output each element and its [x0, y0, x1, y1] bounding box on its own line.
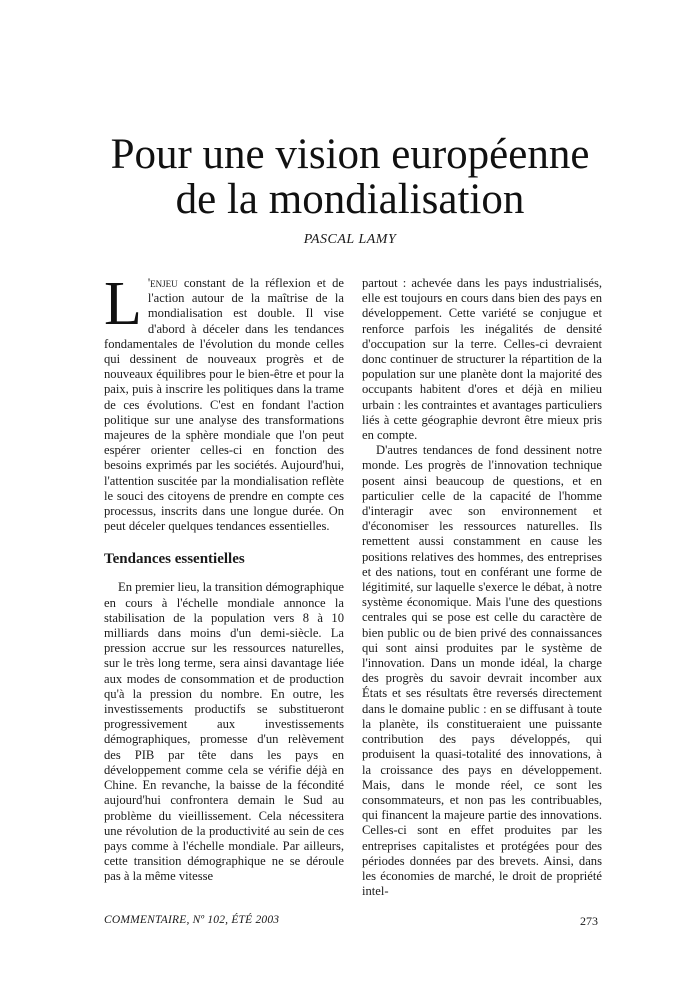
section-heading: Tendances essentielles	[104, 551, 245, 568]
journal-citation: COMMENTAIRE, Nº 102, ÉTÉ 2003	[104, 914, 280, 926]
lead-smallcaps: 'enjeu	[147, 276, 178, 290]
left-column	[104, 270, 344, 885]
author-name: PASCAL LAMY	[303, 232, 397, 247]
page-number: 273	[580, 914, 598, 928]
drop-cap: L	[104, 270, 142, 338]
paragraph-innovation: D'autres tendances de fond dessinent notre monde. Les progrès de l'innovation technique posent ainsi beaucoup de questions, et en particulier celle de la capacité de l'homme d'interagir avec son environnement et d'économiser les ressources naturelles. Ils remettent aussi constamment en cause les positions relatives des hommes, des entreprises et des nations, tout en conférant une forme de légitimité, sur laquelle s'exerce le débat, à notre système économique. Mais l'une des questions centrales qui se pose est celle du caractère de bien public ou de bien privé des connaissances qui sont ainsi produites par le système de l'innovation. Dans un monde idéal, la charge des progrès du savoir devrait incomber aux États et ses résultats être reversés directement dans le domaine public : en se diffusant à toute la planète, ils constitueraient une puissante contribution des pays développés, qui produisent la quasi-totalité des innovations, à la croissance des pays en développement. Mais, dans le monde réel, ce sont les consommateurs, et non pas les contribuables, qui financent la majeure partie des innovations. Celles-ci sont en effet produites par les entreprises capitalistes et protégées pour des périodes données par des brevets. Ainsi, dans les économies de marché, le droit de propriété intel-	[362, 443, 602, 899]
paragraph-demographics: En premier lieu, la transition démographique en cours à l'échelle mondiale annonce la stabilisation de la population vers 8 à 10 milliards dans moins d'un demi-siècle. La pression accrue sur les ressources naturelles, sur le très long terme, sera ainsi davantage liée aux modes de consommation et de production qu'à la pression du nombre. En outre, les investissements productifs se substitueront progressivement aux investissements démographiques, promesse d'un relèvement des PIB par tête dans les pays en développement comme cela se vérifie déjà en Chine. En revanche, la baisse de la fécondité aujourd'hui confrontera demain le Sud au problème du vieillissement. Cela nécessitera une révolution de la productivité au sein de ces pays comme à l'échelle mondiale. Par ailleurs, cette transition démographique ne se déroule pas à la même vitesse	[104, 580, 344, 884]
title-line-1: Pour une vision européenne	[110, 131, 590, 178]
paragraph-continuation: partout : achevée dans les pays industrialisés, elle est toujours en cours dans bien des pays en développement. Cette variété se conjugue et renforce parfois les inégalités de densité d'occupation sur la terre. Celles-ci devraient donc continuer de structurer la répartition de la population sur une planète dont la majorité des occupants habitent d'ores et déjà en milieu urbain : les contraintes et avantages particuliers liés à cette géographie devront être mieux pris en compte.	[362, 276, 602, 443]
intro-paragraph	[104, 270, 344, 534]
right-column	[362, 276, 602, 899]
title-line-2: de la mondialisation	[175, 176, 525, 223]
article-title	[0, 132, 700, 222]
intro-text: constant de la réflexion et de l'action autour de la maîtrise de la mondialisation est double. Il vise d'abord à déceler dans les tendances fondamentales de l'évolution du monde celles qui dessinent de nouveaux progrès et de nouveaux équilibres pour le bien-être et pour la paix, puis à inscrire les politiques dans la trame de ces évolutions. C'est en fondant l'action politique sur une analyse des transformations majeures de la sphère mondiale que l'on peut espérer orienter celles-ci en fonction des besoins exprimés par les sociétés. Aujourd'hui, l'attention suscitée par la mondialisation reflète le souci des citoyens de prendre en compte ces processus, inscrits dans une longue durée. On peut déceler quelques tendances essentielles.	[104, 276, 344, 534]
